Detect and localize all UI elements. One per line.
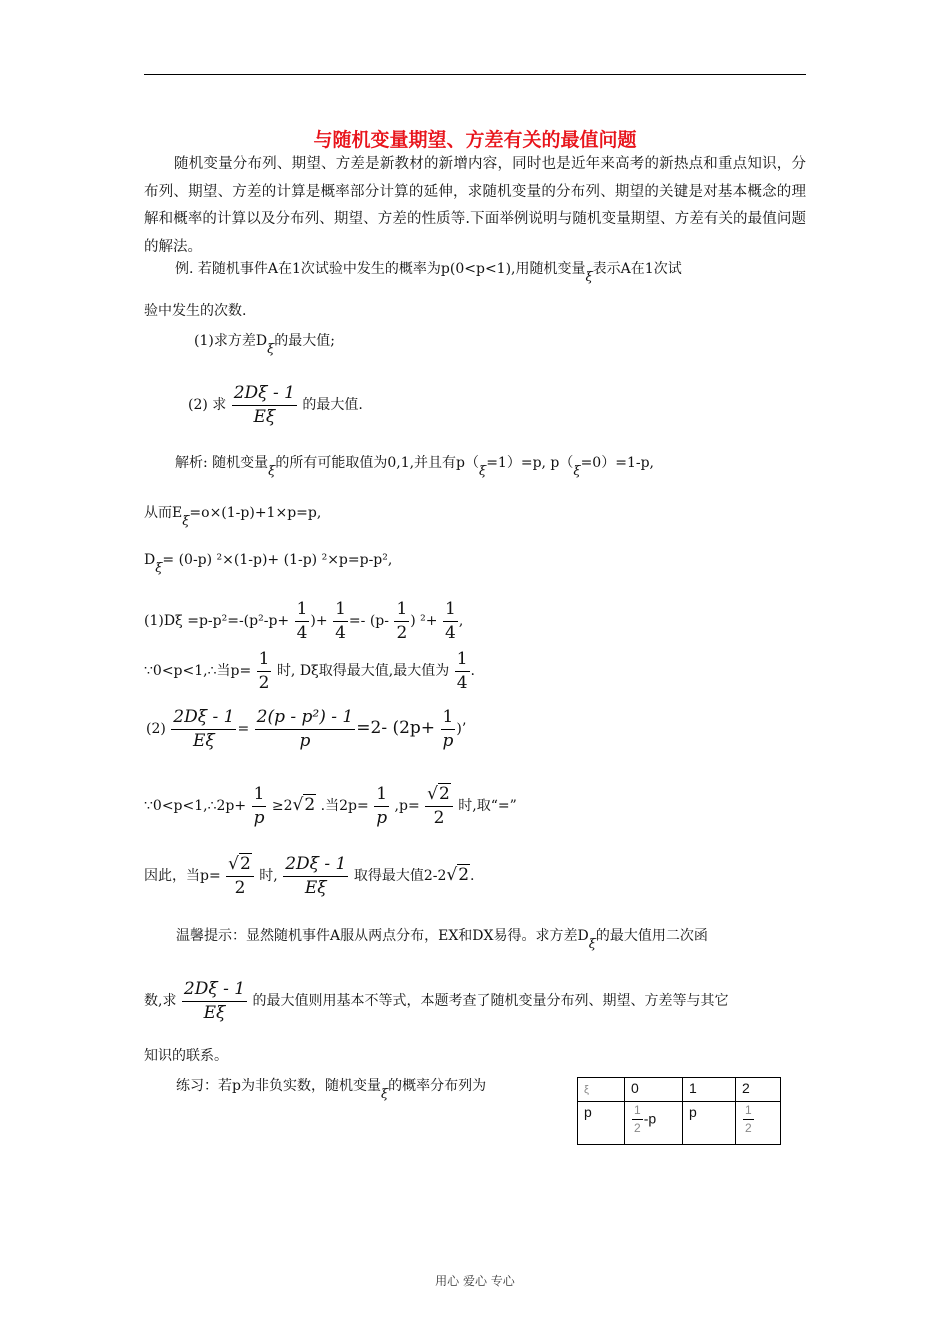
example-line: 例. 若随机事件A在1次试验中发生的概率为p(0<p<1),用随机变量ξ表示A在1次试 xyxy=(175,261,682,285)
example-line-2: 验中发生的次数. xyxy=(144,303,247,319)
table-row: p $\frac{1}{2}$ -p p $\frac{1}{2}$ xyxy=(578,1102,781,1145)
tip-line-1: 温馨提示：显然随机事件A服从两点分布，EX和DX易得。求方差Dξ的最大值用二次函 xyxy=(176,928,708,952)
question-1: (1)求方差Dξ的最大值; xyxy=(194,333,335,357)
fraction: $\frac{2D\xi - 1}{E\xi}$ xyxy=(233,383,295,427)
exercise-line: 练习：若p为非负实数，随机变量ξ的概率分布列为 xyxy=(176,1078,487,1102)
step-1: (1)Dξ =p-p²=-(p²-p+ $\frac{1}{4}$ )+ $\frac{1}{4}$ =- (p- $\frac{1}{2}$ ) ²+ $\frac{1}{4}$ , xyxy=(144,599,464,643)
variance-line: Dξ= (0-p) ²×(1-p)+ (1-p) ²×p=p-p², xyxy=(144,552,393,576)
step-3: (2) $\frac{2D\xi - 1}{E\xi}$ = $\frac{\text{2(p - p²) - 1}}{p}$ =2- (2p+ $\frac{1}{p}$ )’ xyxy=(146,707,467,751)
header-rule xyxy=(144,74,806,75)
tip-line-3: 知识的联系。 xyxy=(144,1048,228,1064)
step-4: ∵0<p<1,∴2p+ $\frac{1}{p}$ ≥2√2 .当2p= $\frac{1}{p}$ ,p= $\frac{√2}{2}$ 时,取“=” xyxy=(144,784,517,828)
table-header-row: ξ 0 1 2 xyxy=(578,1078,781,1102)
intro-paragraph: 随机变量分布列、期望、方差是新教材的新增内容，同时也是近年来高考的新热点和重点知识，分布列、期望、方差的计算是概率部分计算的延伸，求随机变量的分布列、期望的关键是对基本概念的理解和概率的计算以及分布列、期望、方差的性质等.下面举例说明与随机变量期望、方差有关的最值问题的解法。 xyxy=(144,156,806,255)
question-2: (2) 求 $\frac{2D\xi - 1}{E\xi}$ 的最大值. xyxy=(188,383,363,427)
solution-intro: 解析: 随机变量ξ的所有可能取值为0,1,并且有p（ξ=1）=p, p（ξ=0）=1-p, xyxy=(175,455,654,479)
step-2: ∵0<p<1,∴当p= $\frac{1}{2}$ 时, Dξ取得最大值,最大值为 $\frac{1}{4}$ . xyxy=(144,649,475,693)
step-5: 因此，当p= $\frac{√2}{2}$ 时, $\frac{2D\xi - 1}{E\xi}$ 取得最大值2-2√2. xyxy=(144,854,475,898)
footer: 用心 爱心 专心 xyxy=(435,1274,515,1288)
tip-line-2: 数,求 $\frac{2D\xi - 1}{E\xi}$ 的最大值则用基本不等式，本题考查了随机变量分布列、期望、方差等与其它 xyxy=(144,979,729,1023)
distribution-table xyxy=(577,1077,781,1145)
page-title: 与随机变量期望、方差有关的最值问题 xyxy=(313,129,637,151)
expectation-line: 从而Eξ=o×(1-p)+1×p=p, xyxy=(144,505,322,529)
